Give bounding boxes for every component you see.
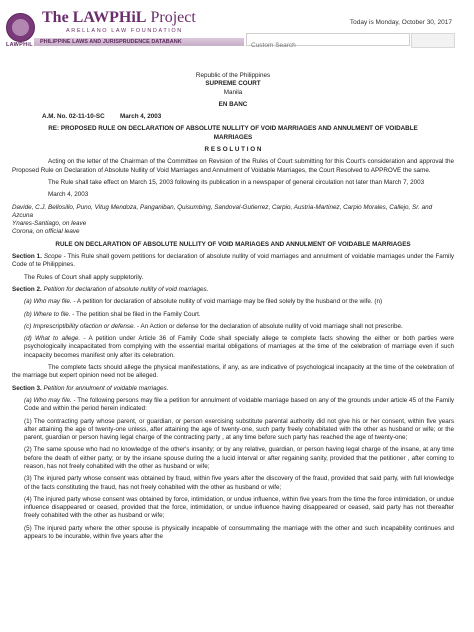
justice-on-leave: Ynares-Santiago, on leave: [12, 220, 87, 228]
case-date: March 4, 2003: [120, 113, 162, 121]
resolution-document: [12, 72, 454, 541]
section-3a-item-5: (5) The injured party where the other spouse is physically incapable of consummating the marriage with the other and such incapability continues and appears to be incurable, within five years after the: [24, 524, 454, 541]
section-3a-item-1: (1) The contracting party whose parent, or guardian, or person exercising substitute parental authority did not give his or her consent, within five years after attaining the age of twenty-one unless, after attaining the age of twenty-one, such party freely cohabitated with the other as husband or wife; or the parent, guardian or person having legal charge of the contracting party , at any time before such party has reached the age of twenty-one;: [24, 417, 454, 442]
court-line: SUPREME COURT: [205, 80, 261, 88]
section-3a-item-4: (4) The injured party whose consent was obtained by force, intimidation, or undue influence, within five years from the time the force intimidation, or undue influence disappeared or ceased, provided that the force, intimidation, or undue influence having disappeared or ceased, said party has not thereafter freely cohabited with the other as husband or wife;: [24, 495, 454, 520]
paragraph-3: March 4, 2003: [48, 191, 89, 199]
section-2b: (b) Where to file. - The petition shal be filed in the Family Court.: [24, 310, 201, 318]
case-number: A.M. No. 02-11-10-SC: [42, 113, 105, 121]
section-3a: (a) Who may file. - The following persons may file a petition for annulment of voidable marriage based on any of the grounds under article 45 of the Family Code and within the period herein indicated:: [24, 396, 454, 413]
search-input[interactable]: [247, 40, 401, 51]
section-1: Section 1. Scope - This Rule shall govern petitions for declaration of absolute nullity of void marriages and annulment of voidable marriages under the Family Code of te Philippines.: [12, 253, 455, 269]
case-line: [12, 113, 454, 121]
justice-official-leave: Corona, on official leave: [12, 228, 80, 236]
search-box: [246, 33, 410, 46]
site-header: [0, 0, 474, 58]
paragraph-1: Acting on the letter of the Chairman of the Committee on Revision of the Rules of Court submitting for this Court's consideration and approval the Proposed Rule on Declaration of Absolute Nullity of Void Marriages and Annulment of Voidable Marriages, the Court Resolved to APPROVE the same.: [12, 158, 454, 174]
rule-title: RULE ON DECLARATION OF ABSOLUTE NULLITY OF VOID MARIAGES AND ANNULMENT OF VOIDABLE MARRIAGES: [55, 240, 411, 248]
section-3a-item-3: (3) The injured party whose consent was obtained by fraud, within five years after the discovery of the fraud, provided that said party, with full knowledge of the facts constituting the fraud, has not freely cohabited with the other as husband or wife;: [24, 475, 454, 491]
seal-wordmark: LAWPHiL: [6, 42, 33, 48]
site-title[interactable]: The LAWPHiL Project: [42, 9, 196, 26]
city-line: Manila: [223, 88, 243, 96]
section-2d: (d) What to allege. - A petition under Article 36 of Family Code shall specially allege te complete facts showing the either or both parties were psychologically incapacitated from complying with the essential marital obligations of marriages at the time of the celebration of marriage even if such incapacity becomes manifest only after its celebration.: [24, 335, 455, 359]
resolution-heading: R E S O L U T I O N: [204, 146, 262, 154]
section-3-heading: Section 3. Petition for annulment of voidable marriages.: [12, 384, 169, 392]
resolution-title: RE: PROPOSED RULE ON DECLARATION OF ABSOLUTE NULLITY OF VOID MARRIAGES AND ANNULMENT OF VOIDABLE MARRIAGES: [48, 125, 418, 141]
section-2d-complete-facts: The complete facts should allege the physical manifestations, if any, as are indicative of psychological incapacity at the time of the celebration of the marriage but expert opinion need not be alleged.: [12, 364, 454, 380]
section-3a-item-2: (2) The same spouse who had no knowledge of the other's insanity; or by any relative, guardian, or person having legal charge of the insane, at any time before the death of either party; or by the insane spouse during the a lucid interval or after regaining sanity, provided that the petitioner , after coming to reason, has not freely cohabited with the other as husband or wife;: [24, 446, 454, 470]
site-subtitle: ARELLANO LAW FOUNDATION: [66, 28, 183, 34]
section-2-heading: Section 2. Petition for declaration of absolute nullity of void marriages.: [12, 285, 209, 293]
paragraph-2: The Rule shall take effect on March 15, 2003 following its publication in a newspaper of general circulation not later than March 7, 2003: [48, 178, 425, 186]
lawphil-seal-logo[interactable]: [6, 13, 35, 42]
en-banc: EN BANC: [218, 100, 248, 108]
today-date: Today is Monday, October 30, 2017: [349, 19, 452, 26]
databank-bar: PHILIPPINE LAWS AND JURISPRUDENCE DATABANK: [34, 38, 244, 46]
section-2a: (a) Who may file. - A petition for declaration of absolute nullity of void marriage may be filed solely by the husband or the wife. (n): [24, 298, 383, 306]
section-1-suppletory: The Rules of Court shall apply suppletorily.: [24, 273, 144, 281]
section-2c: (c) Imprescriptibility ofaction or defense. - An Action or defense for the declaration of absolute nullity of void marriage shall not prescribe.: [24, 322, 403, 330]
justices-list: Davide, C.J. Bellosillo, Puno, Vitug Mendoza, Panganiban, Quisumbing, Sandoval-Gutierrez, Carpio, Austria-Martinez, Carpio Morales, Callejo, Sr. and Azcuna: [12, 203, 433, 219]
search-button[interactable]: [411, 33, 455, 48]
republic-line: Republic of the Philippines: [195, 72, 271, 79]
